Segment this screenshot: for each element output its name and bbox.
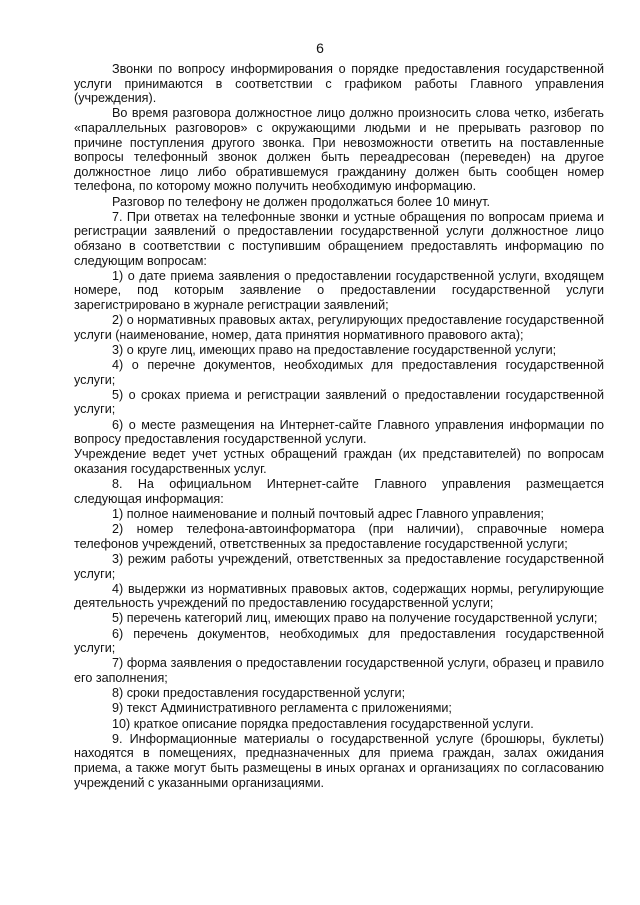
- paragraph: 3) режим работы учреждений, ответственных за предоставление государственной услуги;: [74, 551, 604, 581]
- paragraph: 7. При ответах на телефонные звонки и устные обращения по вопросам приема и регистрации заявлений о предоставлении государственной услуги должностное лицо обязано в соответствии с поступившим обращением предоставлять информацию по следующим вопросам:: [74, 209, 604, 268]
- paragraph: 5) о сроках приема и регистрации заявлений о предоставлении государственной услуги;: [74, 387, 604, 417]
- paragraph: Учреждение ведет учет устных обращений граждан (их представителей) по вопросам оказания государственных услуг.: [74, 447, 604, 476]
- paragraph: 8. На официальном Интернет-сайте Главного управления размещается следующая информация:: [74, 477, 604, 506]
- paragraph: 8) сроки предоставления государственной услуги;: [112, 686, 406, 701]
- paragraph: 4) выдержки из нормативных правовых актов, содержащих нормы, регулирующие деятельность учреждений по предоставлению государственной услуги;: [74, 581, 604, 611]
- paragraph: 3) о круге лиц, имеющих право на предоставление государственной услуги;: [112, 342, 557, 357]
- paragraph: 5) перечень категорий лиц, имеющих право на получение государственной услуги;: [112, 611, 598, 626]
- paragraph: 2) номер телефона-автоинформатора (при наличии), справочные номера телефонов учреждений, ответственных за предоставление государственной услуги;: [74, 522, 604, 551]
- paragraph: 1) полное наименование и полный почтовый адрес Главного управления;: [112, 506, 544, 521]
- paragraph: 9. Информационные материалы о государственной услуге (брошюры, буклеты) находятся в помещениях, предназначенных для приема граждан, залах ожидания приема, а также могут быть размещены в иных органах и организациях по согласованию учреждений с указанными организациями.: [74, 731, 604, 790]
- paragraph: 1) о дате приема заявления о предоставлении государственной услуги, входящем номере, под которым заявление о предоставлении государственной услуги зарегистрировано в журнале регистрации заявлений;: [74, 268, 604, 312]
- paragraph: 9) текст Административного регламента с приложениями;: [112, 701, 452, 716]
- paragraph: Разговор по телефону не должен продолжаться более 10 минут.: [112, 194, 490, 209]
- paragraph: Во время разговора должностное лицо должно произносить слова четко, избегать «параллельных разговоров» с окружающими людьми и не прерывать разговор по причине поступления другого звонка. При невозможности ответить на поставленные вопросы телефонный звонок должен быть переадресован (переведен) на другое должностное лицо либо обратившемуся гражданину должен быть сообщен номер телефона, по которому можно получить необходимую информацию.: [74, 106, 604, 194]
- paragraph: 2) о нормативных правовых актах, регулирующих предоставление государственной услуги (наименование, номер, дата принятия нормативного правового акта);: [74, 313, 604, 342]
- document-body: [74, 62, 604, 791]
- paragraph: Звонки по вопросу информирования о порядке предоставления государственной услуги принимаются в соответствии с графиком работы Главного управления (учреждения).: [74, 62, 604, 106]
- paragraph: 4) о перечне документов, необходимых для предоставления государственной услуги;: [74, 358, 604, 387]
- paragraph: 7) форма заявления о предоставлении государственной услуги, образец и правило его заполнения;: [74, 656, 604, 686]
- paragraph: 10) краткое описание порядка предоставления государственной услуги.: [112, 716, 534, 731]
- paragraph: 6) перечень документов, необходимых для предоставления государственной услуги;: [74, 626, 604, 656]
- paragraph: 6) о месте размещения на Интернет-сайте Главного управления информации по вопросу предоставления государственной услуги.: [74, 417, 604, 447]
- page-number: 6: [316, 40, 324, 56]
